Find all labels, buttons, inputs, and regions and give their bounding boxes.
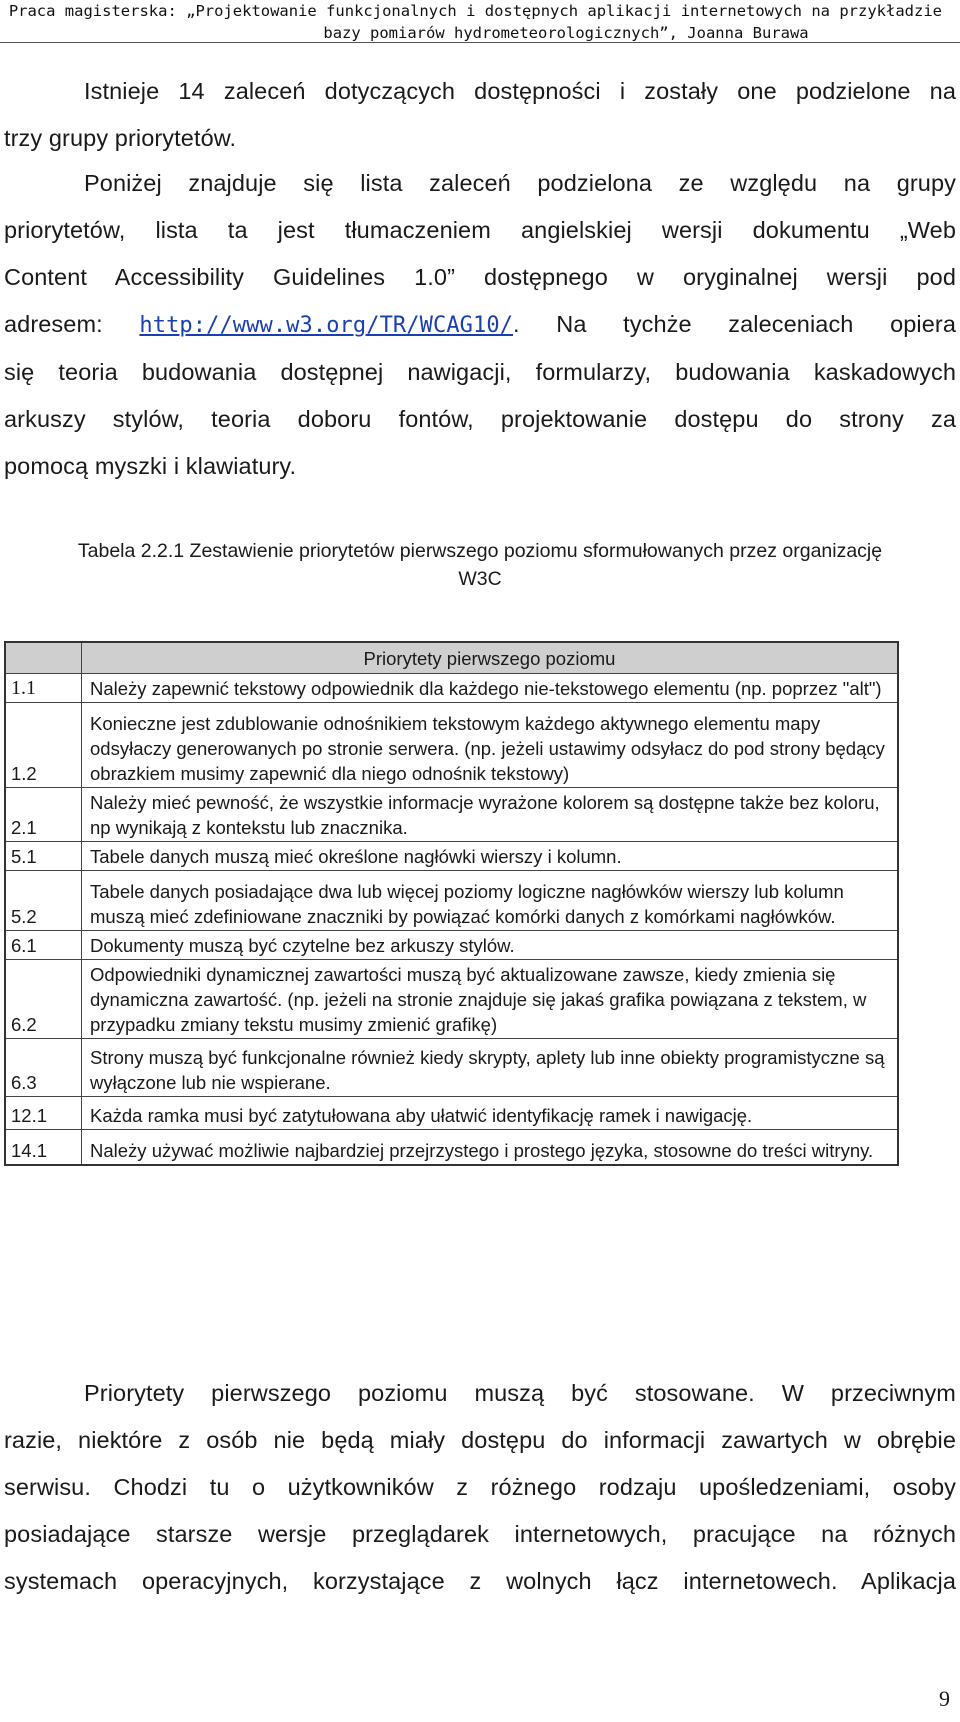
text-fragment: adresem:: [4, 311, 140, 337]
intro-paragraph-2: [4, 160, 956, 490]
page-header: [0, 0, 960, 43]
text-line: pomocą myszki i klawiatury.: [4, 453, 297, 479]
row-number: 6.2: [5, 960, 82, 1039]
text-line: Poniżej znajduje się lista zaleceń podzielona ze względu na grupy: [84, 170, 956, 196]
text-line: trzy grupy priorytetów.: [4, 125, 237, 151]
table-row: [5, 960, 898, 1039]
text-line: systemach operacyjnych, korzystające z wolnych łącz internetowech. Aplikacja: [4, 1568, 956, 1594]
table-row: [5, 674, 898, 703]
table-caption: [10, 537, 950, 593]
row-number: 5.2: [5, 871, 82, 931]
row-number: 14.1: [5, 1130, 82, 1166]
row-text: Odpowiedniki dynamicznej zawartości muszą być aktualizowane zawsze, kiedy zmienia się dynamiczna zawartość. (np. jeżeli na stronie znajduje się jakaś grafika powiązana z tekstem, w przypadku zmiany tekstu musimy zmienić grafikę): [82, 960, 899, 1039]
row-text: Należy mieć pewność, że wszystkie informacje wyrażone kolorem są dostępne także bez koloru, np wynikają z kontekstu lub znacznika.: [82, 788, 899, 842]
row-number: 2.1: [5, 788, 82, 842]
priority-table: [4, 641, 899, 1166]
text-line: Priorytety pierwszego poziomu muszą być stosowane. W przeciwnym: [84, 1380, 956, 1406]
page-number: 9: [939, 1686, 950, 1711]
header-line-2: bazy pomiarów hydrometeorologicznych”, Joanna Burawa: [323, 24, 809, 42]
outro-paragraph: [4, 1370, 956, 1605]
row-text: Każda ramka musi być zatytułowana aby ułatwić identyfikację ramek i nawigację.: [82, 1097, 899, 1130]
row-text: Dokumenty muszą być czytelne bez arkuszy stylów.: [82, 931, 899, 960]
row-number: 1.1: [5, 674, 82, 703]
text-line: arkuszy stylów, teoria doboru fontów, projektowanie dostępu do strony za: [4, 406, 956, 432]
caption-line-2: W3C: [458, 568, 502, 590]
text-line: Content Accessibility Guidelines 1.0” dostępnego w oryginalnej wersji pod: [4, 264, 956, 290]
row-text: Tabele danych muszą mieć określone nagłówki wierszy i kolumn.: [82, 842, 899, 871]
table-row: [5, 931, 898, 960]
table-header-cell: Priorytety pierwszego poziomu: [82, 642, 899, 674]
row-number: 12.1: [5, 1097, 82, 1130]
table-row: [5, 1097, 898, 1130]
table-row: [5, 842, 898, 871]
table-row: [5, 788, 898, 842]
row-text: Strony muszą być funkcjonalne również kiedy skrypty, aplety lub inne obiekty programistyczne są wyłączone lub nie wspierane.: [82, 1039, 899, 1097]
intro-paragraph-1: [4, 68, 956, 162]
table-row: [5, 703, 898, 788]
table-row: [5, 871, 898, 931]
text-line: razie, niektóre z osób nie będą miały dostępu do informacji zawartych w obrębie: [4, 1427, 956, 1453]
text-line: serwisu. Chodzi tu o użytkowników z różnego rodzaju upośledzeniami, osoby: [4, 1474, 956, 1500]
text-line: się teoria budowania dostępnej nawigacji, formularzy, budowania kaskadowych: [4, 359, 956, 385]
row-text: Tabele danych posiadające dwa lub więcej poziomy logiczne nagłówków wierszy lub kolumn muszą mieć zdefiniowane znaczniki by powiązać komórki danych z komórkami nagłówków.: [82, 871, 899, 931]
row-number: 5.1: [5, 842, 82, 871]
wcag-link[interactable]: http://www.w3.org/TR/WCAG10/: [139, 313, 514, 338]
table-row: [5, 1039, 898, 1097]
text-line: posiadające starsze wersje przeglądarek internetowych, pracujące na różnych: [4, 1521, 956, 1547]
row-text: Należy zapewnić tekstowy odpowiednik dla każdego nie-tekstowego elementu (np. poprzez "alt"): [82, 674, 899, 703]
row-text: Konieczne jest zdublowanie odnośnikiem tekstowym każdego aktywnego elementu mapy odsyłaczy generowanych po stronie serwera. (np. jeżeli ustawimy odsyłacz do pod strony będący obrazkiem musimy zapewnić dla niego odnośnik tekstowy): [82, 703, 899, 788]
row-number: 6.3: [5, 1039, 82, 1097]
table-header-row: [5, 642, 898, 674]
row-number: 1.2: [5, 703, 82, 788]
table-row: [5, 1130, 898, 1166]
row-number: 6.1: [5, 931, 82, 960]
text-line: Istnieje 14 zaleceń dotyczących dostępności i zostały one podzielone na: [84, 78, 956, 104]
text-line-with-link: [4, 301, 956, 349]
caption-line-1: Tabela 2.2.1 Zestawienie priorytetów pierwszego poziomu sformułowanych przez organizację: [77, 540, 883, 562]
header-empty-cell: [5, 642, 82, 674]
text-line: priorytetów, lista ta jest tłumaczeniem angielskiej wersji dokumentu „Web: [4, 217, 956, 243]
text-fragment: . Na tychże zaleceniach opiera: [513, 311, 956, 337]
row-text: Należy używać możliwie najbardziej przejrzystego i prostego języka, stosowne do treści witryny.: [82, 1130, 899, 1166]
header-line-1: Praca magisterska: „Projektowanie funkcjonalnych i dostępnych aplikacji internetowych na przykładzie: [8, 2, 942, 20]
